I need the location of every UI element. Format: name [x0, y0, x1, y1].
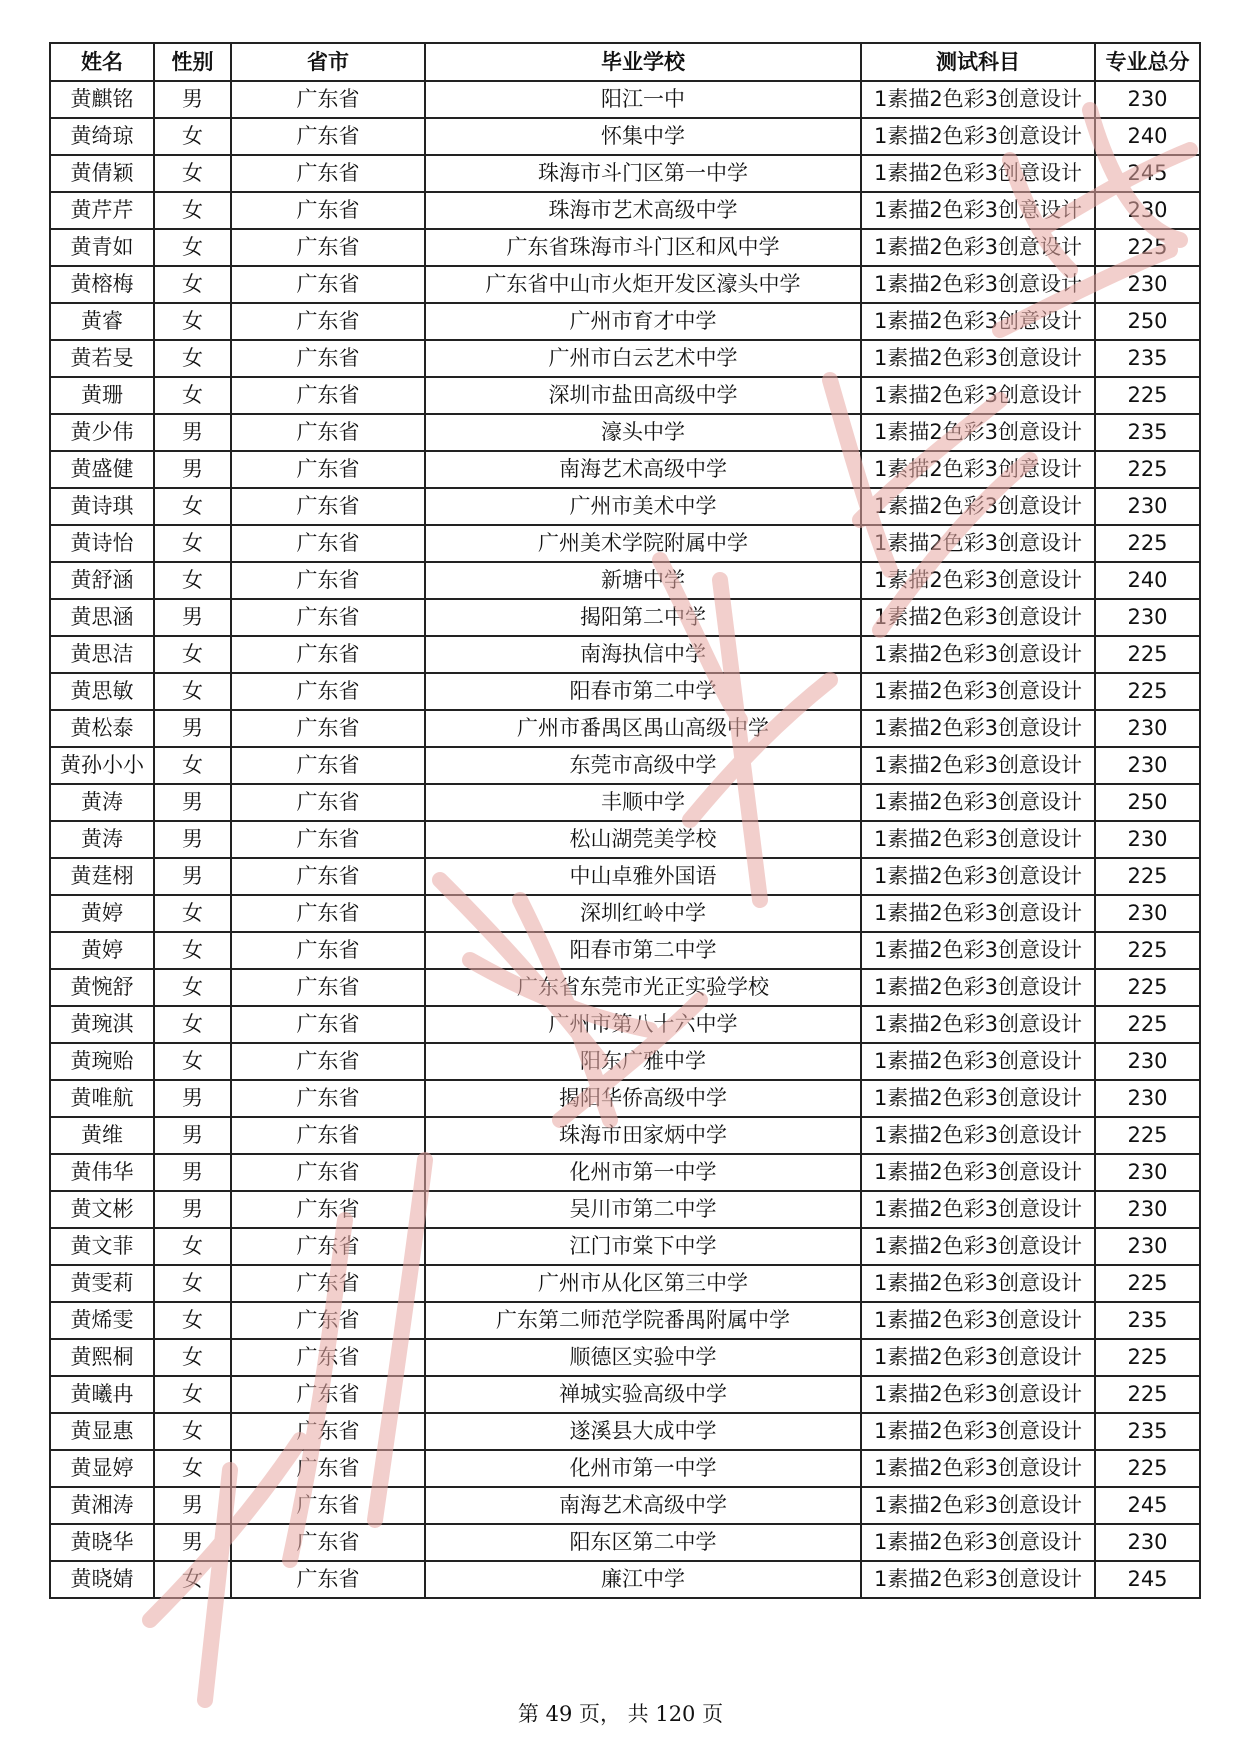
table-row [50, 858, 1200, 895]
table-row [50, 1524, 1200, 1561]
table-row [50, 1302, 1200, 1339]
table-row [50, 118, 1200, 155]
column-header-province: 省市 [231, 43, 425, 81]
table-row [50, 377, 1200, 414]
cell-school: 广东省中山市火炬开发区濠头中学 [425, 266, 861, 303]
cell-total-score: 230 [1095, 1043, 1200, 1080]
table-row [50, 266, 1200, 303]
cell-total-score: 230 [1095, 599, 1200, 636]
cell-total-score: 230 [1095, 1191, 1200, 1228]
cell-gender: 女 [154, 1228, 231, 1265]
cell-province: 广东省 [231, 747, 425, 784]
cell-subjects: 1素描2色彩3创意设计 [861, 747, 1095, 784]
cell-total-score: 230 [1095, 266, 1200, 303]
table-row [50, 525, 1200, 562]
cell-province: 广东省 [231, 377, 425, 414]
cell-subjects: 1素描2色彩3创意设计 [861, 1006, 1095, 1043]
cell-school: 化州市第一中学 [425, 1450, 861, 1487]
cell-province: 广东省 [231, 414, 425, 451]
cell-school: 珠海市斗门区第一中学 [425, 155, 861, 192]
cell-total-score: 235 [1095, 1302, 1200, 1339]
cell-province: 广东省 [231, 1043, 425, 1080]
cell-total-score: 225 [1095, 229, 1200, 266]
cell-school: 广州市第八十六中学 [425, 1006, 861, 1043]
table-row [50, 1561, 1200, 1598]
cell-gender: 男 [154, 1487, 231, 1524]
cell-province: 广东省 [231, 229, 425, 266]
table-row [50, 1413, 1200, 1450]
cell-subjects: 1素描2色彩3创意设计 [861, 1265, 1095, 1302]
cell-province: 广东省 [231, 1339, 425, 1376]
cell-province: 广东省 [231, 821, 425, 858]
table-row [50, 488, 1200, 525]
table-row [50, 821, 1200, 858]
cell-province: 广东省 [231, 1524, 425, 1561]
cell-gender: 男 [154, 1191, 231, 1228]
cell-school: 广东第二师范学院番禺附属中学 [425, 1302, 861, 1339]
table-row [50, 1191, 1200, 1228]
cell-total-score: 240 [1095, 562, 1200, 599]
cell-total-score: 225 [1095, 1006, 1200, 1043]
cell-province: 广东省 [231, 192, 425, 229]
cell-gender: 女 [154, 1376, 231, 1413]
cell-school: 广州市美术中学 [425, 488, 861, 525]
cell-subjects: 1素描2色彩3创意设计 [861, 1302, 1095, 1339]
cell-name: 黄晓华 [50, 1524, 154, 1561]
table-row [50, 155, 1200, 192]
cell-school: 广东省珠海市斗门区和风中学 [425, 229, 861, 266]
cell-subjects: 1素描2色彩3创意设计 [861, 821, 1095, 858]
cell-province: 广东省 [231, 1413, 425, 1450]
table-row [50, 229, 1200, 266]
cell-gender: 女 [154, 895, 231, 932]
cell-subjects: 1素描2色彩3创意设计 [861, 340, 1095, 377]
cell-school: 广州美术学院附属中学 [425, 525, 861, 562]
cell-gender: 女 [154, 636, 231, 673]
cell-name: 黄琬淇 [50, 1006, 154, 1043]
cell-province: 广东省 [231, 155, 425, 192]
cell-name: 黄雯莉 [50, 1265, 154, 1302]
cell-subjects: 1素描2色彩3创意设计 [861, 525, 1095, 562]
cell-province: 广东省 [231, 562, 425, 599]
cell-name: 黄文菲 [50, 1228, 154, 1265]
cell-province: 广东省 [231, 1450, 425, 1487]
cell-total-score: 225 [1095, 858, 1200, 895]
cell-gender: 女 [154, 932, 231, 969]
cell-gender: 男 [154, 414, 231, 451]
cell-name: 黄孙小小 [50, 747, 154, 784]
cell-name: 黄维 [50, 1117, 154, 1154]
cell-school: 广州市育才中学 [425, 303, 861, 340]
cell-name: 黄伟华 [50, 1154, 154, 1191]
cell-name: 黄莛栩 [50, 858, 154, 895]
cell-subjects: 1素描2色彩3创意设计 [861, 1376, 1095, 1413]
cell-gender: 女 [154, 1265, 231, 1302]
cell-province: 广东省 [231, 340, 425, 377]
cell-school: 濠头中学 [425, 414, 861, 451]
cell-subjects: 1素描2色彩3创意设计 [861, 1487, 1095, 1524]
cell-gender: 女 [154, 1339, 231, 1376]
cell-gender: 男 [154, 451, 231, 488]
cell-total-score: 230 [1095, 747, 1200, 784]
cell-subjects: 1素描2色彩3创意设计 [861, 1043, 1095, 1080]
cell-gender: 女 [154, 673, 231, 710]
cell-subjects: 1素描2色彩3创意设计 [861, 1339, 1095, 1376]
cell-province: 广东省 [231, 673, 425, 710]
cell-total-score: 225 [1095, 673, 1200, 710]
cell-school: 化州市第一中学 [425, 1154, 861, 1191]
cell-province: 广东省 [231, 932, 425, 969]
cell-subjects: 1素描2色彩3创意设计 [861, 377, 1095, 414]
cell-province: 广东省 [231, 525, 425, 562]
cell-gender: 男 [154, 710, 231, 747]
cell-school: 广州市从化区第三中学 [425, 1265, 861, 1302]
cell-name: 黄唯航 [50, 1080, 154, 1117]
cell-total-score: 225 [1095, 1117, 1200, 1154]
cell-name: 黄惋舒 [50, 969, 154, 1006]
cell-province: 广东省 [231, 1191, 425, 1228]
cell-total-score: 230 [1095, 192, 1200, 229]
cell-gender: 男 [154, 784, 231, 821]
cell-gender: 女 [154, 229, 231, 266]
cell-subjects: 1素描2色彩3创意设计 [861, 1524, 1095, 1561]
cell-name: 黄涛 [50, 821, 154, 858]
cell-school: 深圳市盐田高级中学 [425, 377, 861, 414]
cell-total-score: 245 [1095, 1561, 1200, 1598]
cell-province: 广东省 [231, 1117, 425, 1154]
cell-total-score: 250 [1095, 784, 1200, 821]
cell-province: 广东省 [231, 636, 425, 673]
cell-name: 黄少伟 [50, 414, 154, 451]
cell-name: 黄珊 [50, 377, 154, 414]
cell-subjects: 1素描2色彩3创意设计 [861, 451, 1095, 488]
cell-name: 黄显婷 [50, 1450, 154, 1487]
cell-total-score: 225 [1095, 525, 1200, 562]
cell-gender: 女 [154, 747, 231, 784]
cell-province: 广东省 [231, 1376, 425, 1413]
cell-total-score: 225 [1095, 1450, 1200, 1487]
cell-province: 广东省 [231, 858, 425, 895]
cell-name: 黄诗怡 [50, 525, 154, 562]
cell-province: 广东省 [231, 599, 425, 636]
cell-school: 新塘中学 [425, 562, 861, 599]
cell-name: 黄思敏 [50, 673, 154, 710]
cell-gender: 女 [154, 377, 231, 414]
cell-total-score: 230 [1095, 710, 1200, 747]
cell-subjects: 1素描2色彩3创意设计 [861, 229, 1095, 266]
cell-gender: 女 [154, 303, 231, 340]
cell-name: 黄文彬 [50, 1191, 154, 1228]
table-row [50, 1487, 1200, 1524]
cell-subjects: 1素描2色彩3创意设计 [861, 1450, 1095, 1487]
cell-subjects: 1素描2色彩3创意设计 [861, 266, 1095, 303]
cell-total-score: 230 [1095, 81, 1200, 118]
cell-school: 遂溪县大成中学 [425, 1413, 861, 1450]
column-header-gender: 性别 [154, 43, 231, 81]
cell-school: 松山湖莞美学校 [425, 821, 861, 858]
cell-gender: 女 [154, 155, 231, 192]
cell-province: 广东省 [231, 266, 425, 303]
cell-name: 黄婷 [50, 932, 154, 969]
cell-total-score: 235 [1095, 340, 1200, 377]
cell-school: 阳江一中 [425, 81, 861, 118]
cell-subjects: 1素描2色彩3创意设计 [861, 858, 1095, 895]
cell-name: 黄青如 [50, 229, 154, 266]
cell-name: 黄诗琪 [50, 488, 154, 525]
cell-province: 广东省 [231, 303, 425, 340]
cell-school: 南海执信中学 [425, 636, 861, 673]
cell-province: 广东省 [231, 1302, 425, 1339]
cell-school: 怀集中学 [425, 118, 861, 155]
cell-total-score: 230 [1095, 1080, 1200, 1117]
table-row [50, 673, 1200, 710]
cell-name: 黄思涵 [50, 599, 154, 636]
cell-gender: 女 [154, 266, 231, 303]
cell-gender: 女 [154, 1043, 231, 1080]
cell-subjects: 1素描2色彩3创意设计 [861, 155, 1095, 192]
column-header-school: 毕业学校 [425, 43, 861, 81]
cell-name: 黄琬贻 [50, 1043, 154, 1080]
cell-subjects: 1素描2色彩3创意设计 [861, 1413, 1095, 1450]
cell-province: 广东省 [231, 969, 425, 1006]
cell-total-score: 230 [1095, 821, 1200, 858]
cell-province: 广东省 [231, 488, 425, 525]
table-row [50, 340, 1200, 377]
cell-subjects: 1素描2色彩3创意设计 [861, 562, 1095, 599]
cell-gender: 女 [154, 969, 231, 1006]
table-row [50, 1006, 1200, 1043]
cell-school: 揭阳华侨高级中学 [425, 1080, 861, 1117]
cell-name: 黄舒涵 [50, 562, 154, 599]
cell-province: 广东省 [231, 1006, 425, 1043]
cell-province: 广东省 [231, 1265, 425, 1302]
cell-name: 黄熙桐 [50, 1339, 154, 1376]
cell-subjects: 1素描2色彩3创意设计 [861, 1561, 1095, 1598]
column-header-name: 姓名 [50, 43, 154, 81]
table-row [50, 192, 1200, 229]
cell-total-score: 230 [1095, 1228, 1200, 1265]
cell-subjects: 1素描2色彩3创意设计 [861, 118, 1095, 155]
cell-school: 中山卓雅外国语 [425, 858, 861, 895]
cell-school: 深圳红岭中学 [425, 895, 861, 932]
cell-subjects: 1素描2色彩3创意设计 [861, 969, 1095, 1006]
cell-total-score: 230 [1095, 488, 1200, 525]
table-body [50, 81, 1200, 1598]
cell-name: 黄绮琼 [50, 118, 154, 155]
cell-gender: 女 [154, 118, 231, 155]
table-header-row [50, 43, 1200, 81]
cell-name: 黄烯雯 [50, 1302, 154, 1339]
cell-name: 黄思洁 [50, 636, 154, 673]
cell-gender: 男 [154, 1117, 231, 1154]
cell-gender: 男 [154, 1154, 231, 1191]
table-row [50, 303, 1200, 340]
cell-subjects: 1素描2色彩3创意设计 [861, 784, 1095, 821]
cell-subjects: 1素描2色彩3创意设计 [861, 1080, 1095, 1117]
cell-subjects: 1素描2色彩3创意设计 [861, 1117, 1095, 1154]
cell-subjects: 1素描2色彩3创意设计 [861, 599, 1095, 636]
cell-gender: 女 [154, 1302, 231, 1339]
cell-name: 黄湘涛 [50, 1487, 154, 1524]
cell-gender: 女 [154, 1413, 231, 1450]
cell-name: 黄涛 [50, 784, 154, 821]
cell-province: 广东省 [231, 81, 425, 118]
cell-subjects: 1素描2色彩3创意设计 [861, 932, 1095, 969]
cell-school: 吴川市第二中学 [425, 1191, 861, 1228]
cell-gender: 男 [154, 1524, 231, 1561]
cell-school: 南海艺术高级中学 [425, 1487, 861, 1524]
cell-total-score: 225 [1095, 377, 1200, 414]
cell-school: 阳春市第二中学 [425, 932, 861, 969]
cell-school: 南海艺术高级中学 [425, 451, 861, 488]
cell-gender: 女 [154, 1450, 231, 1487]
cell-province: 广东省 [231, 1154, 425, 1191]
cell-gender: 男 [154, 1080, 231, 1117]
cell-subjects: 1素描2色彩3创意设计 [861, 488, 1095, 525]
cell-school: 广州市番禺区禺山高级中学 [425, 710, 861, 747]
table-row [50, 1450, 1200, 1487]
cell-subjects: 1素描2色彩3创意设计 [861, 1154, 1095, 1191]
cell-subjects: 1素描2色彩3创意设计 [861, 414, 1095, 451]
table-row [50, 1265, 1200, 1302]
cell-school: 珠海市田家炳中学 [425, 1117, 861, 1154]
cell-total-score: 245 [1095, 155, 1200, 192]
table-row [50, 1228, 1200, 1265]
cell-school: 顺德区实验中学 [425, 1339, 861, 1376]
cell-province: 广东省 [231, 451, 425, 488]
column-header-total-score: 专业总分 [1095, 43, 1200, 81]
table-row [50, 784, 1200, 821]
cell-subjects: 1素描2色彩3创意设计 [861, 1228, 1095, 1265]
cell-province: 广东省 [231, 1228, 425, 1265]
cell-total-score: 225 [1095, 451, 1200, 488]
cell-gender: 男 [154, 858, 231, 895]
cell-subjects: 1素描2色彩3创意设计 [861, 303, 1095, 340]
cell-subjects: 1素描2色彩3创意设计 [861, 1191, 1095, 1228]
table-row [50, 1339, 1200, 1376]
table-row [50, 1154, 1200, 1191]
cell-name: 黄睿 [50, 303, 154, 340]
cell-name: 黄婷 [50, 895, 154, 932]
cell-province: 广东省 [231, 1080, 425, 1117]
cell-total-score: 240 [1095, 118, 1200, 155]
cell-name: 黄显惠 [50, 1413, 154, 1450]
cell-school: 广东省东莞市光正实验学校 [425, 969, 861, 1006]
cell-gender: 男 [154, 821, 231, 858]
cell-name: 黄晓婧 [50, 1561, 154, 1598]
page-number-footer: 第 49 页， 共 120 页 [517, 1702, 724, 1726]
cell-total-score: 245 [1095, 1487, 1200, 1524]
cell-gender: 男 [154, 81, 231, 118]
cell-school: 东莞市高级中学 [425, 747, 861, 784]
table-row [50, 562, 1200, 599]
cell-total-score: 250 [1095, 303, 1200, 340]
cell-school: 阳春市第二中学 [425, 673, 861, 710]
cell-province: 广东省 [231, 784, 425, 821]
cell-total-score: 225 [1095, 1265, 1200, 1302]
cell-name: 黄芹芹 [50, 192, 154, 229]
cell-name: 黄麒铭 [50, 81, 154, 118]
table-row [50, 747, 1200, 784]
cell-name: 黄曦冉 [50, 1376, 154, 1413]
cell-name: 黄若旻 [50, 340, 154, 377]
cell-school: 江门市棠下中学 [425, 1228, 861, 1265]
table-row [50, 1080, 1200, 1117]
cell-total-score: 225 [1095, 969, 1200, 1006]
cell-province: 广东省 [231, 895, 425, 932]
table-row [50, 1043, 1200, 1080]
cell-gender: 女 [154, 192, 231, 229]
cell-total-score: 225 [1095, 636, 1200, 673]
cell-gender: 女 [154, 562, 231, 599]
cell-subjects: 1素描2色彩3创意设计 [861, 81, 1095, 118]
admission-results-table [49, 42, 1201, 1599]
table-row [50, 969, 1200, 1006]
cell-total-score: 230 [1095, 895, 1200, 932]
cell-total-score: 235 [1095, 1413, 1200, 1450]
cell-total-score: 225 [1095, 932, 1200, 969]
cell-subjects: 1素描2色彩3创意设计 [861, 895, 1095, 932]
cell-school: 丰顺中学 [425, 784, 861, 821]
cell-total-score: 225 [1095, 1376, 1200, 1413]
cell-name: 黄盛健 [50, 451, 154, 488]
table-row [50, 710, 1200, 747]
cell-school: 禅城实验高级中学 [425, 1376, 861, 1413]
cell-school: 珠海市艺术高级中学 [425, 192, 861, 229]
cell-gender: 女 [154, 1561, 231, 1598]
cell-province: 广东省 [231, 1487, 425, 1524]
cell-school: 阳东区第二中学 [425, 1524, 861, 1561]
cell-subjects: 1素描2色彩3创意设计 [861, 673, 1095, 710]
table-row [50, 1376, 1200, 1413]
table-row [50, 895, 1200, 932]
cell-total-score: 225 [1095, 1339, 1200, 1376]
cell-gender: 女 [154, 525, 231, 562]
cell-school: 阳东广雅中学 [425, 1043, 861, 1080]
cell-total-score: 230 [1095, 1524, 1200, 1561]
cell-total-score: 230 [1095, 1154, 1200, 1191]
cell-subjects: 1素描2色彩3创意设计 [861, 710, 1095, 747]
cell-name: 黄松泰 [50, 710, 154, 747]
cell-gender: 女 [154, 1006, 231, 1043]
cell-school: 揭阳第二中学 [425, 599, 861, 636]
cell-school: 廉江中学 [425, 1561, 861, 1598]
cell-subjects: 1素描2色彩3创意设计 [861, 636, 1095, 673]
cell-gender: 女 [154, 340, 231, 377]
table-row [50, 599, 1200, 636]
cell-gender: 男 [154, 599, 231, 636]
cell-province: 广东省 [231, 710, 425, 747]
cell-subjects: 1素描2色彩3创意设计 [861, 192, 1095, 229]
cell-gender: 女 [154, 488, 231, 525]
table-row [50, 451, 1200, 488]
cell-name: 黄倩颖 [50, 155, 154, 192]
table-row [50, 636, 1200, 673]
table-row [50, 81, 1200, 118]
cell-province: 广东省 [231, 1561, 425, 1598]
table-row [50, 932, 1200, 969]
column-header-subjects: 测试科目 [861, 43, 1095, 81]
cell-school: 广州市白云艺术中学 [425, 340, 861, 377]
cell-total-score: 235 [1095, 414, 1200, 451]
cell-name: 黄榕梅 [50, 266, 154, 303]
table-row [50, 1117, 1200, 1154]
table-row [50, 414, 1200, 451]
cell-province: 广东省 [231, 118, 425, 155]
